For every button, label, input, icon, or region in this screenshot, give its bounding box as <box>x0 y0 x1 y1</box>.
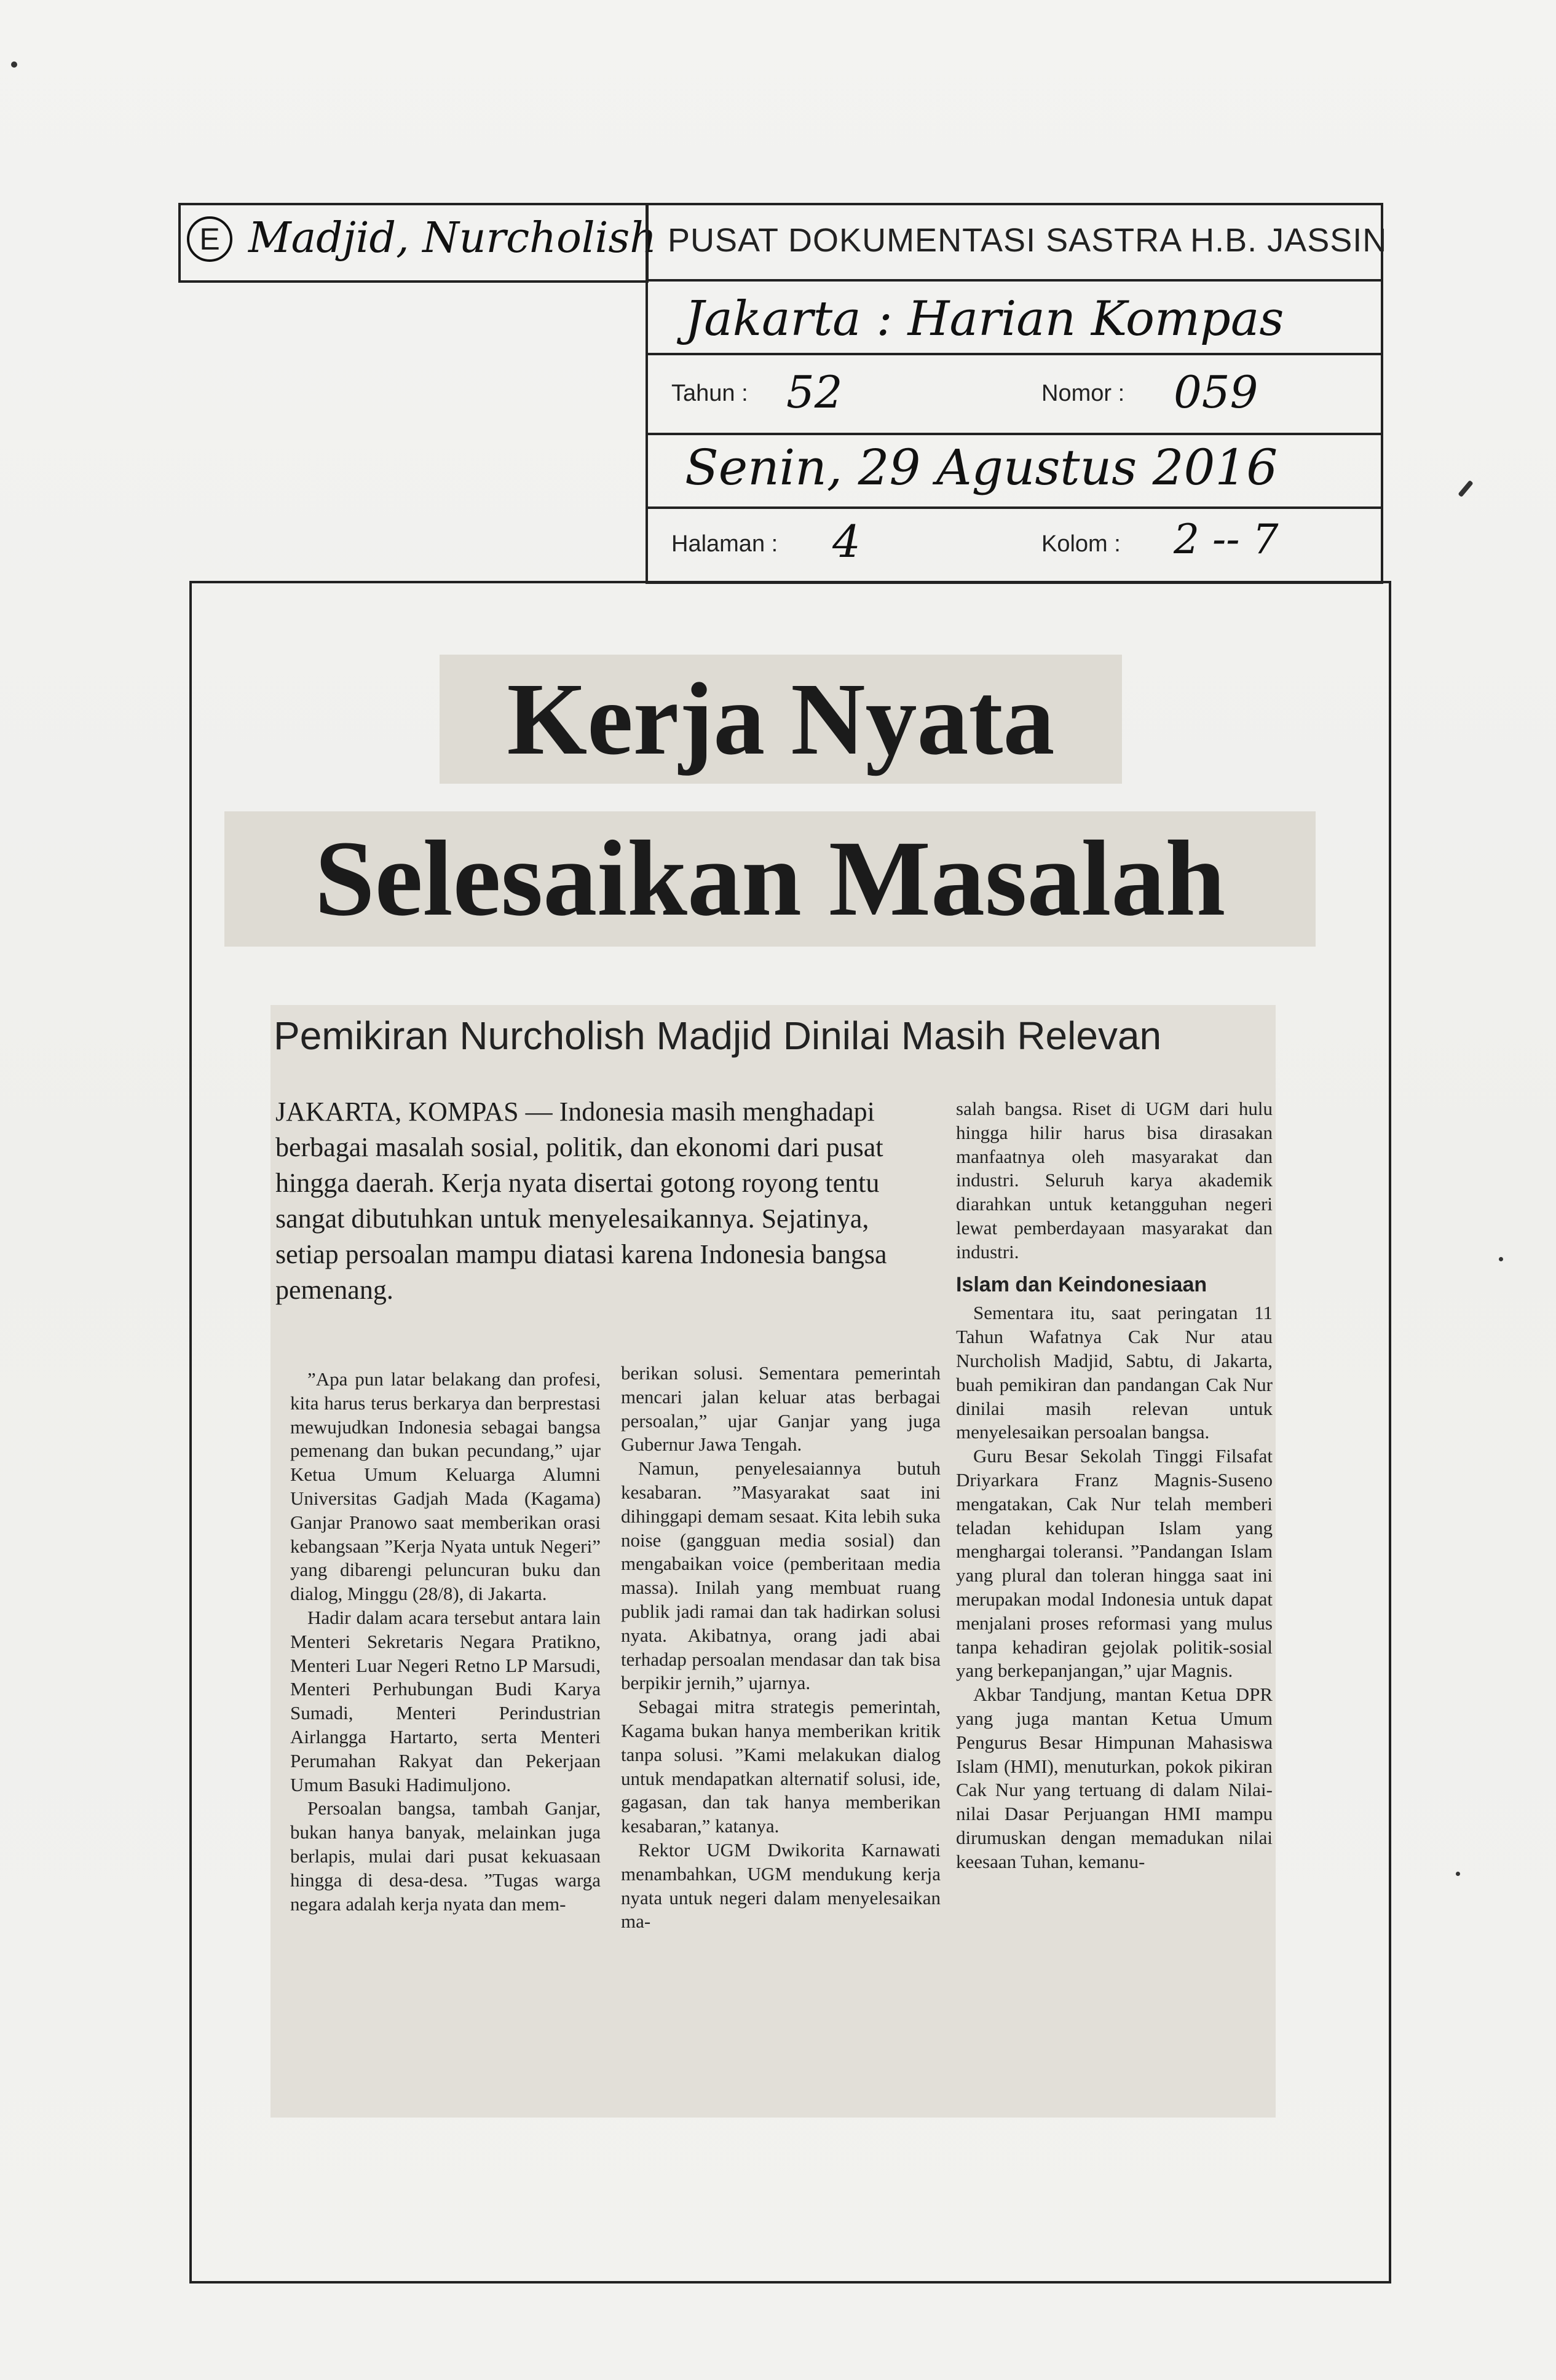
col3-paragraph-4: Akbar Tandjung, mantan Ketua DPR yang juga mantan Ketua Umum Pengurus Besar Himpunan Mahasiswa Islam (HMI), menuturkan, pokok pikiran Cak Nur yang tertuang di dalam Nilai-nilai Dasar Perjuangan HMI mampu dirumuskan dengan memadukan nilai keesaan Tuhan, kemanu- <box>956 1684 1273 1872</box>
tahun-value: 52 <box>786 366 843 418</box>
headline-line-1: Kerja Nyata <box>440 655 1122 784</box>
nomor-label: Nomor : <box>1041 380 1125 406</box>
author-cell <box>178 203 657 283</box>
source-handwritten: Jakarta : Harian Kompas <box>685 291 1284 347</box>
section-heading: Islam dan Keindonesiaan <box>956 1272 1207 1296</box>
halaman-value: 4 <box>832 516 861 567</box>
col1-paragraph-2: Hadir dalam acara tersebut antara lain Menteri Sekretaris Negara Pratikno, Menteri Luar Negeri Retno LP Marsudi, Menteri Perhubungan Budi Karya Sumadi, Menteri Perindustrian Airlangga Hartarto, serta Menteri Perumahan Rakyat dan Pekerjaan Umum Basuki Hadimuljono. <box>290 1606 601 1795</box>
col2-paragraph-2: Namun, penyelesaiannya butuh kesabaran. ”Masyarakat saat ini dihinggapi demam sesaat. Kita lebih suka noise (gangguan media sosial) dan mengabaikan voice (pemberitaan media massa). Inilah yang membuat ruang publik jadi ramai dan tak hadirkan solusi nyata. Akibatnya, orang jadi abai terhadap persoalan mendasar dan tak bisa berpikir jernih,” ujarnya. <box>621 1457 941 1694</box>
author-handwritten: Madjid, Nurcholish <box>248 214 657 262</box>
col3-paragraph-2: Sementara itu, saat peringatan 11 Tahun Wafatnya Cak Nur atau Nurcholish Madjid, Sabtu, di Jakarta, buah pemikiran dan pandangan Cak Nur dinilai masih relevan untuk menyelesaikan persoalan bangsa. <box>956 1302 1273 1443</box>
lede-text: JAKARTA, KOMPAS — Indonesia masih menghadapi berbagai masalah sosial, politik, dan ekonomi dari pusat hingga daerah. Kerja nyata disertai gotong royong tentu sangat dibutuhkan untuk menyelesaikannya. Sejatinya, setiap persoalan mampu diatasi karena Indonesia bangsa pemenang. <box>275 1097 887 1305</box>
table-divider <box>648 433 1381 435</box>
kolom-value: 2 -- 7 <box>1174 516 1279 563</box>
column-1 <box>290 1368 601 1916</box>
col2-paragraph-3: Sebagai mitra strategis pemerintah, Kagama bukan hanya memberikan kritik tanpa solusi. ”Kami melakukan dialog untuk mendapatkan alternatif solusi, ide, gagasan, dan tak hanya memberikan kesabaran,” katanya. <box>621 1696 941 1837</box>
headline-line-2: Selesaikan Masalah <box>224 811 1316 947</box>
col3-paragraph-3: Guru Besar Sekolah Tinggi Filsafat Driyarkara Franz Magnis-Suseno mengatakan, Cak Nur telah memberi teladan kehidupan Islam yang menghargai toleransi. ”Pandangan Islam yang plural dan toleran hingga saat ini merupakan modal Indonesia untuk dapat menjalani proses reformasi yang mulus tanpa kehadiran gejolak politik-sosial yang berkepanjangan,” ujar Magnis. <box>956 1445 1273 1682</box>
column-3 <box>956 1097 1273 1874</box>
scan-speck <box>1499 1257 1503 1261</box>
kolom-label: Kolom : <box>1041 531 1121 557</box>
scan-speck <box>1456 1872 1460 1876</box>
col1-paragraph-1: ”Apa pun latar belakang dan profesi, kita harus terus berkarya dan berprestasi mewujudkan Indonesia sebagai bangsa pemenang dan bukan pecundang,” ujar Ketua Umum Keluarga Alumni Universitas Gadjah Mada (Kagama) Ganjar Pranowo saat memberikan orasi kebangsaan ”Kerja Nyata untuk Negeri” yang dibarengi peluncuran buku dan dialog, Minggu (28/8), di Jakarta. <box>290 1368 601 1605</box>
table-divider <box>648 353 1381 355</box>
col2-paragraph-4: Rektor UGM Dwikorita Karnawati menambahkan, UGM mendukung kerja nyata untuk negeri dalam menyelesaikan ma- <box>621 1838 941 1933</box>
tahun-label: Tahun : <box>671 380 748 406</box>
col2-paragraph-1: berikan solusi. Sementara pemerintah mencari jalan keluar atas berbagai persoalan,” ujar Ganjar yang juga Gubernur Jawa Tengah. <box>621 1362 941 1456</box>
category-code-circle: E <box>187 216 232 262</box>
scan-speck <box>11 61 17 68</box>
col3-paragraph-1: salah bangsa. Riset di UGM dari hulu hingga hilir harus bisa dirasakan manfaatnya oleh masyarakat dan industri. Seluruh karya akademik diarahkan untuk ketangguhan negeri lewat pemberdayaan masyarakat dan industri. <box>956 1098 1273 1263</box>
date-handwritten: Senin, 29 Agustus 2016 <box>685 439 1278 496</box>
nomor-value: 059 <box>1174 366 1258 418</box>
halaman-label: Halaman : <box>671 531 778 557</box>
col1-paragraph-3: Persoalan bangsa, tambah Ganjar, bukan hanya banyak, melainkan juga berlapis, mulai dari pusat kekuasaan hingga di desa-desa. ”Tugas warga negara adalah kerja nyata dan mem- <box>290 1797 601 1915</box>
lede-paragraph <box>275 1094 927 1308</box>
document-info-table <box>646 203 1388 584</box>
institution-name: PUSAT DOKUMENTASI SASTRA H.B. JASSIN <box>668 222 1388 259</box>
table-divider <box>648 506 1381 509</box>
table-divider <box>648 279 1381 282</box>
column-2 <box>621 1361 941 1934</box>
subheadline: Pemikiran Nurcholish Madjid Dinilai Masih Relevan <box>274 1014 1162 1058</box>
